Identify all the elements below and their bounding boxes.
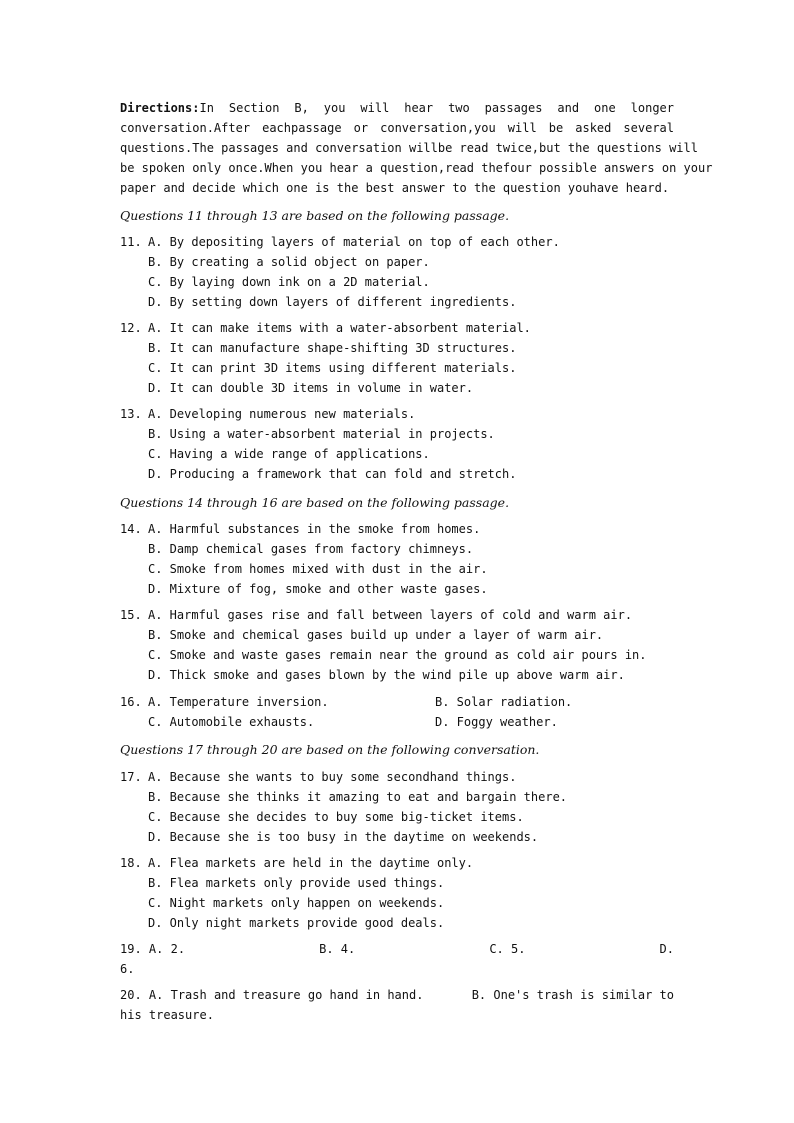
option-a[interactable]: A. It can make items with a water-absorbent material. <box>148 321 531 335</box>
question-17 <box>120 767 700 847</box>
option-c[interactable]: C. Smoke and waste gases remain near the ground as cold air pours in. <box>148 648 647 662</box>
option-b[interactable]: B. One's trash is similar to <box>471 988 674 1002</box>
option-a[interactable]: A. Flea markets are held in the daytime only. <box>148 856 474 870</box>
question-20-option-a-group <box>120 985 423 1005</box>
directions-line: Directions:In Section B, you will hear two passages and one longer <box>120 101 674 115</box>
option-b[interactable]: B. 4. <box>319 942 356 956</box>
option-c[interactable]: C. Automobile exhausts. <box>148 715 315 729</box>
option-c[interactable]: C. Night markets only happen on weekends. <box>148 896 445 910</box>
option-a[interactable]: A. Developing numerous new materials. <box>148 407 416 421</box>
option-b[interactable]: B. Smoke and chemical gases build up under a layer of warm air. <box>148 628 604 642</box>
option-c[interactable]: C. Because she decides to buy some big-ticket items. <box>148 810 524 824</box>
option-d[interactable]: D. Only night markets provide good deals. <box>148 916 445 930</box>
option-a[interactable]: A. Because she wants to buy some secondhand things. <box>148 770 517 784</box>
question-number: 18. <box>120 856 142 870</box>
option-a[interactable]: A. Trash and treasure go hand in hand. <box>148 988 424 1002</box>
option-b[interactable]: B. Damp chemical gases from factory chimneys. <box>148 542 474 556</box>
option-d[interactable]: D. Because she is too busy in the daytime on weekends. <box>148 830 539 844</box>
question-19 <box>120 939 674 979</box>
question-number: 20. <box>120 988 142 1002</box>
option-b[interactable]: B. Using a water-absorbent material in projects. <box>148 427 495 441</box>
option-a[interactable]: A. Temperature inversion. <box>148 695 329 709</box>
option-a[interactable]: A. By depositing layers of material on top of each other. <box>148 235 560 249</box>
option-d[interactable]: D. Thick smoke and gases blown by the wind pile up above warm air. <box>148 668 625 682</box>
question-19-option-a-group <box>120 939 185 959</box>
option-b[interactable]: B. Solar radiation. <box>435 695 573 709</box>
directions-paragraph <box>120 98 713 198</box>
question-15 <box>120 605 700 685</box>
question-12 <box>120 318 700 398</box>
option-c[interactable]: C. By laying down ink on a 2D material. <box>148 275 430 289</box>
option-d-value[interactable]: 6. <box>120 962 135 976</box>
directions-label: Directions: <box>120 101 200 115</box>
option-b[interactable]: B. It can manufacture shape-shifting 3D structures. <box>148 341 517 355</box>
directions-line: paper and decide which one is the best answer to the question youhave heard. <box>120 181 670 195</box>
option-d[interactable]: D. Producing a framework that can fold and stretch. <box>148 467 517 481</box>
option-a[interactable]: A. 2. <box>148 942 186 956</box>
option-d[interactable]: D. <box>659 942 674 956</box>
option-b[interactable]: B. Because she thinks it amazing to eat and bargain there. <box>148 790 568 804</box>
question-number: 15. <box>120 608 142 622</box>
option-d[interactable]: D. It can double 3D items in volume in water. <box>148 381 474 395</box>
option-b-continued[interactable]: his treasure. <box>120 1008 214 1022</box>
directions-line: be spoken only once.When you hear a question,read thefour possible answers on your <box>120 161 713 175</box>
option-d[interactable]: D. By setting down layers of different ingredients. <box>148 295 517 309</box>
question-16 <box>120 692 700 732</box>
question-18 <box>120 853 700 933</box>
option-c[interactable]: C. It can print 3D items using different materials. <box>148 361 517 375</box>
directions-line: conversation.After eachpassage or conversation,you will be asked several <box>120 121 674 135</box>
question-13 <box>120 404 700 484</box>
option-a[interactable]: A. Harmful substances in the smoke from homes. <box>148 522 481 536</box>
question-number: 13. <box>120 407 142 421</box>
question-20 <box>120 985 674 1025</box>
option-c[interactable]: C. 5. <box>489 942 526 956</box>
option-d[interactable]: D. Mixture of fog, smoke and other waste gases. <box>148 582 488 596</box>
option-a[interactable]: A. Harmful gases rise and fall between layers of cold and warm air. <box>148 608 633 622</box>
option-b[interactable]: B. By creating a solid object on paper. <box>148 255 430 269</box>
question-number: 17. <box>120 770 142 784</box>
option-c[interactable]: C. Having a wide range of applications. <box>148 447 430 461</box>
question-11 <box>120 232 700 312</box>
option-d[interactable]: D. Foggy weather. <box>435 715 558 729</box>
question-number: 14. <box>120 522 142 536</box>
section-heading-17-20: Questions 17 through 20 are based on the following conversation. <box>120 742 540 757</box>
question-number: 11. <box>120 235 142 249</box>
directions-line: questions.The passages and conversation willbe read twice,but the questions will <box>120 141 698 155</box>
question-number: 12. <box>120 321 142 335</box>
option-b[interactable]: B. Flea markets only provide used things. <box>148 876 445 890</box>
section-heading-11-13: Questions 11 through 13 are based on the following passage. <box>120 208 510 223</box>
option-c[interactable]: C. Smoke from homes mixed with dust in the air. <box>148 562 488 576</box>
question-number: 16. <box>120 695 142 709</box>
question-14 <box>120 519 700 599</box>
section-heading-14-16: Questions 14 through 16 are based on the following passage. <box>120 495 510 510</box>
question-number: 19. <box>120 942 142 956</box>
